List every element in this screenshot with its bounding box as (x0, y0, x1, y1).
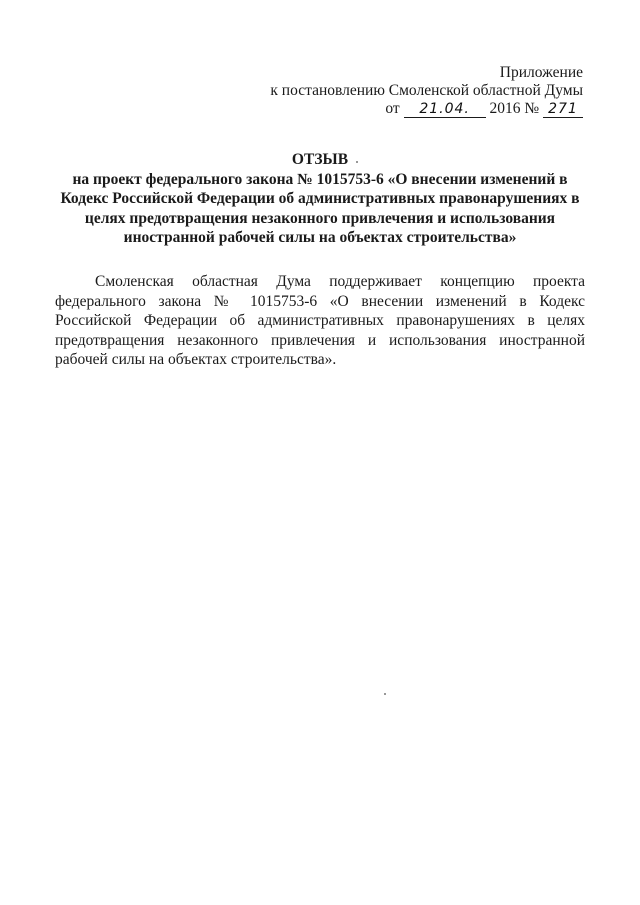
handwritten-resolution-number: 271 (543, 102, 583, 118)
from-label: от (385, 100, 400, 117)
document-title (55, 150, 585, 248)
appendix-label: Приложение (499, 64, 583, 81)
year-number-label: 2016 № (489, 100, 540, 117)
handwritten-date: 21.04. (404, 102, 486, 118)
title-subtitle: на проект федерального закона № 1015753-6 «О внесении изменений в Кодекс Российской Федерации об административных правонарушениях в целях предотвращения незаконного привлечения и использования иностранной рабочей силы на объектах строительства» (60, 170, 580, 246)
scan-speck (384, 693, 386, 695)
title-heading: ОТЗЫВ (291, 151, 349, 168)
appendix-header (270, 64, 583, 118)
body-paragraph: Смоленская областная Дума поддерживает концепцию проекта федерального закона № 1015753-6 «О внесении изменений в Кодекс Российской Федерации об административных правонарушениях в целях предотвращения незаконного привлечения и использования иностранной рабочей силы на объектах строительства». (55, 273, 585, 368)
resolution-date-line (270, 100, 583, 118)
resolution-reference: к постановлению Смоленской областной Думы (270, 82, 583, 99)
scan-speck (356, 161, 358, 163)
